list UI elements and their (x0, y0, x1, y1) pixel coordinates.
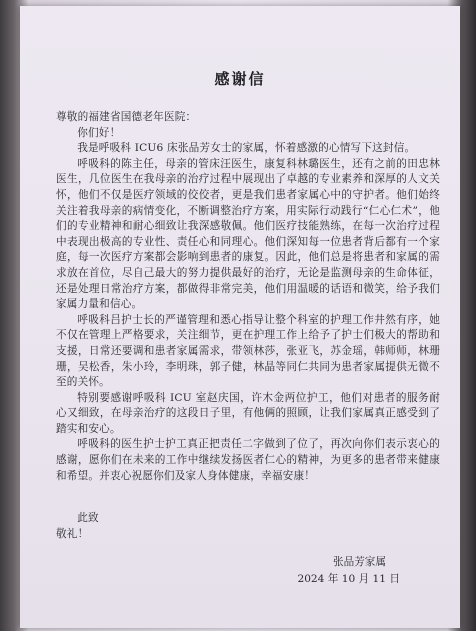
letter-paragraph-intro: 我是呼吸科 ICU6 床张品芳女士的家属，怀着感激的心情写下这封信。 (77, 142, 416, 155)
letter-paragraph-thanks: 呼吸科的医生护士护工真正把责任二字做到了位了，再次向你们表示衷心的感谢，愿你们在未来的工作中继续发扬医者仁心的精神，为更多的患者带来健康和希望。并衷心祝愿你们及家人身体健康，幸福安康！ (56, 438, 440, 482)
letter-title: 感谢信 (214, 70, 266, 88)
letter-closing-ci-zhi: 此致 (77, 512, 99, 525)
letter-paper (20, 6, 460, 628)
letter-paragraph-nurses: 呼吸科吕护士长的严谨管理和悉心指导让整个科室的护理工作井然有序，她不仅在管理上严格要求，关注细节，更在护理工作上给予了护士们极大的帮助和支援，日常还要调和患者家属需求，带领林莎，张亚飞，苏金瑶，韩师师，林珊珊，吴松香，朱小玲，李明珠，郭子健，林晶等同仁共同为患者家属提供无微不至的关怀。 (56, 313, 440, 389)
letter-signature (297, 554, 400, 588)
letter-paragraph-doctors: 呼吸科的陈主任，母亲的管床汪医生，康复科林璐医生，还有之前的田忠林医生，几位医生在我母亲的治疗过程中展现出了卓越的专业素养和深厚的人文关怀，他们不仅是医疗领域的佼佼者，更是我们患者家属心中的守护者。他们始终关注着我母亲的病情变化，不断调整治疗方案，用实际行动践行“仁心仁术”，他们的专业精神和耐心细致让我深感敬佩。他们医疗技能熟练，在每一次治疗过程中表现出极高的专业性、责任心和同理心。他们深知每一位患者背后都有一个家庭，每一次医疗方案都会影响到患者的康复。因此，他们总是将患者和家属的需求放在首位，尽自己最大的努力提供最好的治疗，无论是监测母亲的生命体征，还是处理日常治疗方案，都做得非常完美，他们用温暖的话语和微笑，给予我们家属力量和信心。 (56, 157, 440, 311)
letter-salutation: 尊敬的福建省国德老年医院： (56, 111, 197, 123)
signature-name: 张品芳家属 (333, 556, 386, 568)
letter-body (56, 110, 440, 542)
letter-closing-jing-li: 敬礼！ (56, 527, 89, 540)
closing-spacer (56, 484, 440, 511)
signature-date: 2024 年 10 月 11 日 (297, 573, 400, 585)
letter-greeting: 你们好！ (77, 126, 121, 139)
letter-paragraph-caregivers: 特别要感谢呼吸科 ICU 室赵庆国，许木金两位护工，他们对患者的服务耐心又细致，在母亲治疗的这段日子里，有他俩的照顾，让我们家属真正感受到了踏实和安心。 (56, 391, 440, 435)
